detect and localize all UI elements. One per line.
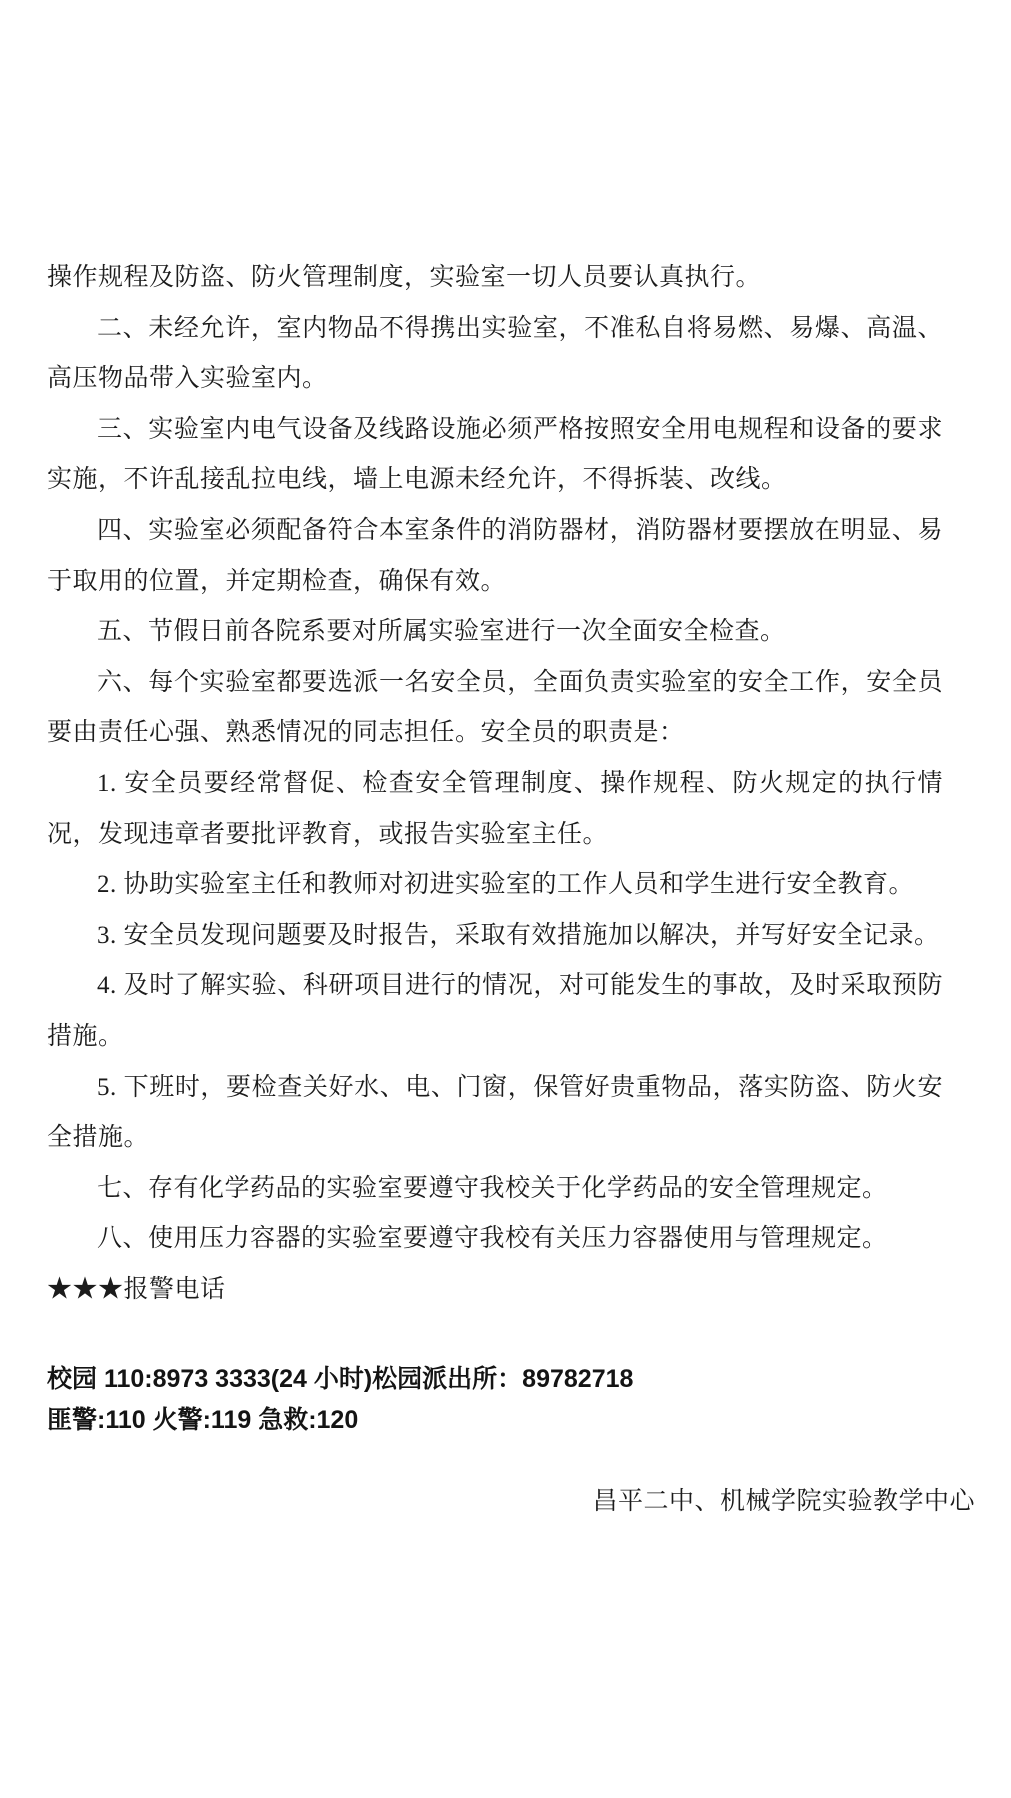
- body-paragraph: 3. 安全员发现问题要及时报告，采取有效措施加以解决，并写好安全记录。: [97, 921, 940, 949]
- body-paragraph: 5. 下班时，要检查关好水、电、门窗，保管好贵重物品，落实防盗、防火安全措施。: [47, 1073, 943, 1152]
- body-paragraph: 三、实验室内电气设备及线路设施必须严格按照安全用电规程和设备的要求实施，不许乱接乱拉电线，墙上电源未经允许，不得拆装、改线。: [47, 415, 943, 494]
- body-paragraph: 2. 协助实验室主任和教师对初进实验室的工作人员和学生进行安全教育。: [97, 871, 915, 899]
- body-paragraph: 八、使用压力容器的实验室要遵守我校有关压力容器使用与管理规定。: [97, 1225, 888, 1253]
- body-paragraph: 五、节假日前各院系要对所属实验室进行一次全面安全检查。: [97, 618, 786, 646]
- alarm-phone-heading: ★★★报警电话: [47, 1275, 226, 1303]
- body-paragraph: 4. 及时了解实验、科研项目进行的情况，对可能发生的事故，及时采取预防措施。: [47, 972, 943, 1050]
- signature-row: [47, 1477, 975, 1527]
- body-paragraph: 七、存有化学药品的实验室要遵守我校关于化学药品的安全管理规定。: [97, 1174, 888, 1202]
- body-paragraph: 1. 安全员要经常督促、检查安全管理制度、操作规程、防火规定的执行情况，发现违章者要批评教育，或报告实验室主任。: [47, 769, 943, 848]
- body-paragraph: 六、每个实验室都要选派一名安全员，全面负责实验室的安全工作，安全员要由责任心强、熟悉情况的同志担任。安全员的职责是：: [47, 668, 943, 747]
- campus-phone-line: 校园 110:8973 3333(24 小时)松园派出所：89782718: [47, 1365, 634, 1394]
- body-paragraph: 四、实验室必须配备符合本室条件的消防器材，消防器材要摆放在明显、易于取用的位置，并定期检查，确保有效。: [47, 516, 943, 595]
- alarm-phone-block: [47, 1359, 943, 1441]
- body-paragraph: 操作规程及防盗、防火管理制度，实验室一切人员要认真执行。: [47, 264, 762, 291]
- document-body: [47, 253, 975, 1527]
- body-paragraph: 二、未经允许，室内物品不得携出实验室，不准私自将易燃、易爆、高温、高压物品带入实验室内。: [47, 314, 943, 393]
- signature-text: 昌平二中、机械学院实验教学中心: [592, 1488, 975, 1516]
- emergency-phone-line: 匪警:110 火警:119 急救:120: [47, 1406, 359, 1435]
